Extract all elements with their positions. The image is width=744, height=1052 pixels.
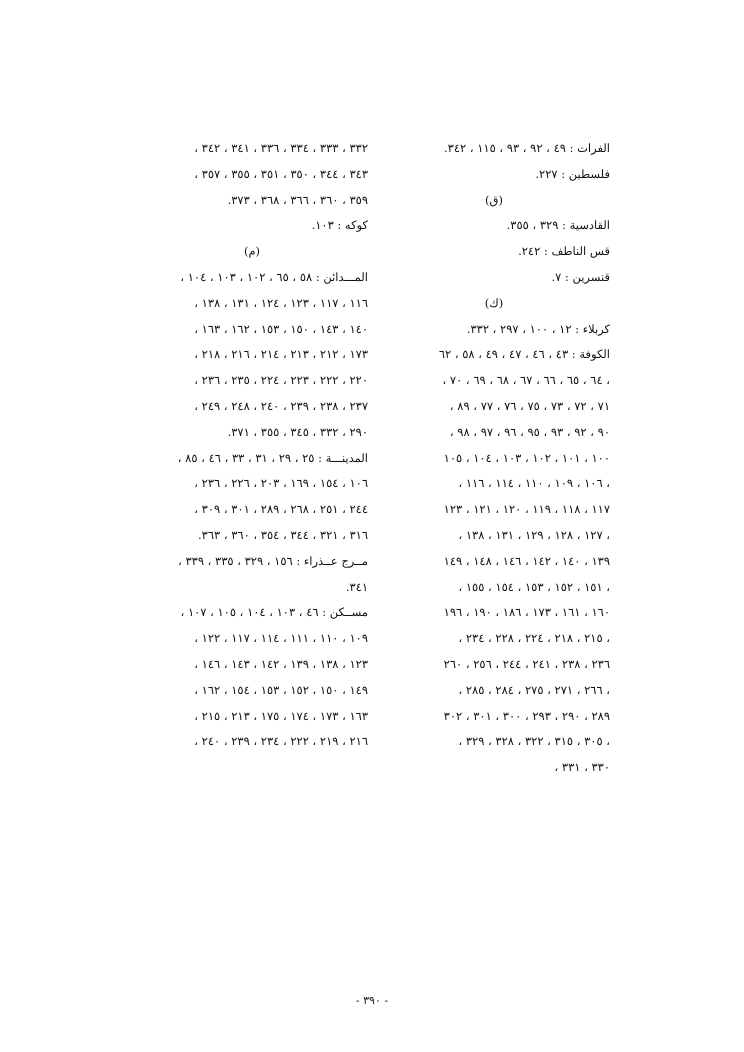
index-line: مــرج عــذراء : ١٥٦ ، ٣٢٩ ، ٣٣٥ ، ٣٣٩ ، xyxy=(178,553,368,568)
index-line: ١١٧ ، ١١٨ ، ١١٩ ، ١٢٠ ، ١٢١ ، ١٢٣ xyxy=(443,502,610,517)
index-line: ١٤٠ ، ١٤٣ ، ١٥٠ ، ١٥٣ ، ١٦٢ ، ١٦٣ ، xyxy=(194,321,368,336)
index-line: ٣٤١. xyxy=(345,579,368,594)
index-line: ١٣٩ ، ١٤٠ ، ١٤٢ ، ١٤٦ ، ١٤٨ ، ١٤٩ xyxy=(443,553,610,568)
index-line: ، ١٢٧ ، ١٢٨ ، ١٢٩ ، ١٣١ ، ١٣٨ ، xyxy=(458,527,610,542)
index-line: الفرات : ٤٩ ، ٩٢ ، ٩٣ ، ١١٥ ، ٣٤٢. xyxy=(444,141,610,155)
letter-heading: (ك) xyxy=(484,295,504,310)
index-line: ٣٤٣ ، ٣٤٤ ، ٣٥٠ ، ٣٥١ ، ٣٥٥ ، ٣٥٧ ، xyxy=(194,166,368,181)
index-line: ٢٤٤ ، ٢٥١ ، ٢٦٨ ، ٢٨٩ ، ٣٠١ ، ٣٠٩ ، xyxy=(194,502,368,517)
index-line: المـــدائن : ٥٨ ، ٦٥ ، ١٠٢ ، ١٠٣ ، ١٠٤ ، xyxy=(180,269,368,284)
index-column-right xyxy=(378,136,610,781)
index-line: القادسية : ٣٢٩ ، ٣٥٥. xyxy=(506,218,610,233)
index-line: ٢٨٩ ، ٢٩٠ ، ٢٩٣ ، ٣٠٠ ، ٣٠١ ، ٣٠٢ xyxy=(443,708,610,723)
index-line: ١٦٣ ، ١٧٣ ، ١٧٤ ، ١٧٥ ، ٢١٣ ، ٢١٥ ، xyxy=(194,708,368,723)
index-line: ٣١٦ ، ٣٢١ ، ٣٤٤ ، ٣٥٤ ، ٣٦٠ ، ٣٦٣. xyxy=(198,527,368,542)
index-line: المدينـــة : ٢٥ ، ٢٩ ، ٣١ ، ٣٣ ، ٤٦ ، ٨٥ ، xyxy=(177,450,368,465)
letter-heading: (م) xyxy=(243,244,261,259)
index-line: مســكن : ٤٦ ، ١٠٣ ، ١٠٤ ، ١٠٥ ، ١٠٧ ، xyxy=(180,605,368,620)
index-line: ، ٢١٥ ، ٢١٨ ، ٢٢٤ ، ٢٢٨ ، ٢٣٤ ، xyxy=(458,631,610,646)
index-line: كوكه : ١٠٣. xyxy=(311,218,368,233)
page-number: - ٣٩٠ - xyxy=(355,994,389,1007)
index-line: ١٦٠ ، ١٦١ ، ١٧٣ ، ١٨٦ ، ١٩٠ ، ١٩٦ xyxy=(443,605,610,620)
index-line: قس الناطف : ٢٤٢. xyxy=(518,244,610,259)
letter-heading: (ق) xyxy=(485,192,503,207)
index-line: ١٧٣ ، ٢١٢ ، ٢١٣ ، ٢١٤ ، ٢١٦ ، ٢١٨ ، xyxy=(194,347,368,362)
index-line: الكوفة : ٤٣ ، ٤٦ ، ٤٧ ، ٤٩ ، ٥٨ ، ٦٢ xyxy=(438,347,610,362)
index-line: ، ١٠٦ ، ١٠٩ ، ١١٠ ، ١١٤ ، ١١٦ ، xyxy=(458,476,610,491)
index-line: ٢٣٦ ، ٢٣٨ ، ٢٤١ ، ٢٤٤ ، ٢٥٦ ، ٢٦٠ xyxy=(443,656,610,671)
index-line: ١٢٣ ، ١٣٨ ، ١٣٩ ، ١٤٢ ، ١٤٣ ، ١٤٦ ، xyxy=(194,656,368,671)
index-line: ١٠٠ ، ١٠١ ، ١٠٢ ، ١٠٣ ، ١٠٤ ، ١٠٥ xyxy=(443,450,610,465)
index-line: ٧١ ، ٧٢ ، ٧٣ ، ٧٥ ، ٧٦ ، ٧٧ ، ٨٩ ، xyxy=(449,398,610,413)
index-line: قنسرين : ٧. xyxy=(551,269,610,284)
index-line: ، ٢٦٦ ، ٢٧١ ، ٢٧٥ ، ٢٨٤ ، ٢٨٥ ، xyxy=(458,682,610,697)
index-line: فلسطين : ٢٢٧. xyxy=(535,166,610,181)
index-line: ٣٥٩ ، ٣٦٠ ، ٣٦٦ ، ٣٦٨ ، ٣٧٣. xyxy=(227,192,368,207)
index-line: ٢٢٠ ، ٢٢٢ ، ٢٢٣ ، ٢٢٤ ، ٢٣٥ ، ٢٣٦ ، xyxy=(194,373,368,388)
index-line: ٣٣٠ ، ٣٣١ ، xyxy=(554,760,610,775)
index-line: ١٤٩ ، ١٥٠ ، ١٥٢ ، ١٥٣ ، ١٥٤ ، ١٦٢ ، xyxy=(194,682,368,697)
index-line: ٢٩٠ ، ٣٣٢ ، ٣٤٥ ، ٣٥٥ ، ٣٧١. xyxy=(227,424,368,439)
index-line: ٩٠ ، ٩٢ ، ٩٣ ، ٩٥ ، ٩٦ ، ٩٧ ، ٩٨ ، xyxy=(449,424,610,439)
index-line: ٢٣٧ ، ٢٣٨ ، ٢٣٩ ، ٢٤٠ ، ٢٤٨ ، ٢٤٩ ، xyxy=(194,398,368,413)
index-line: ٢١٦ ، ٢١٩ ، ٢٢٢ ، ٢٣٤ ، ٢٣٩ ، ٢٤٠ ، xyxy=(194,734,368,749)
index-column-left xyxy=(136,136,368,755)
index-line: ١١٦ ، ١١٧ ، ١٢٣ ، ١٢٤ ، ١٣١ ، ١٣٨ ، xyxy=(194,295,368,310)
index-line: ٣٣٢ ، ٣٣٣ ، ٣٣٤ ، ٣٣٦ ، ٣٤١ ، ٣٤٢ ، xyxy=(194,141,368,155)
index-line: كربلاء : ١٢ ، ١٠٠ ، ٢٩٧ ، ٣٣٢. xyxy=(466,321,610,336)
index-line: ، ٣٠٥ ، ٣١٥ ، ٣٢٢ ، ٣٢٨ ، ٣٢٩ ، xyxy=(458,734,610,749)
index-line: ١٠٦ ، ١٥٤ ، ١٦٩ ، ٢٠٣ ، ٢٢٦ ، ٢٣٦ ، xyxy=(194,476,368,491)
index-line: ، ١٥١ ، ١٥٢ ، ١٥٣ ، ١٥٤ ، ١٥٥ ، xyxy=(458,579,610,594)
index-line: ١٠٩ ، ١١٠ ، ١١١ ، ١١٤ ، ١١٧ ، ١٢٢ ، xyxy=(194,631,368,646)
index-line: ، ٦٤ ، ٦٥ ، ٦٦ ، ٦٧ ، ٦٨ ، ٦٩ ، ٧٠ ، xyxy=(442,373,610,388)
